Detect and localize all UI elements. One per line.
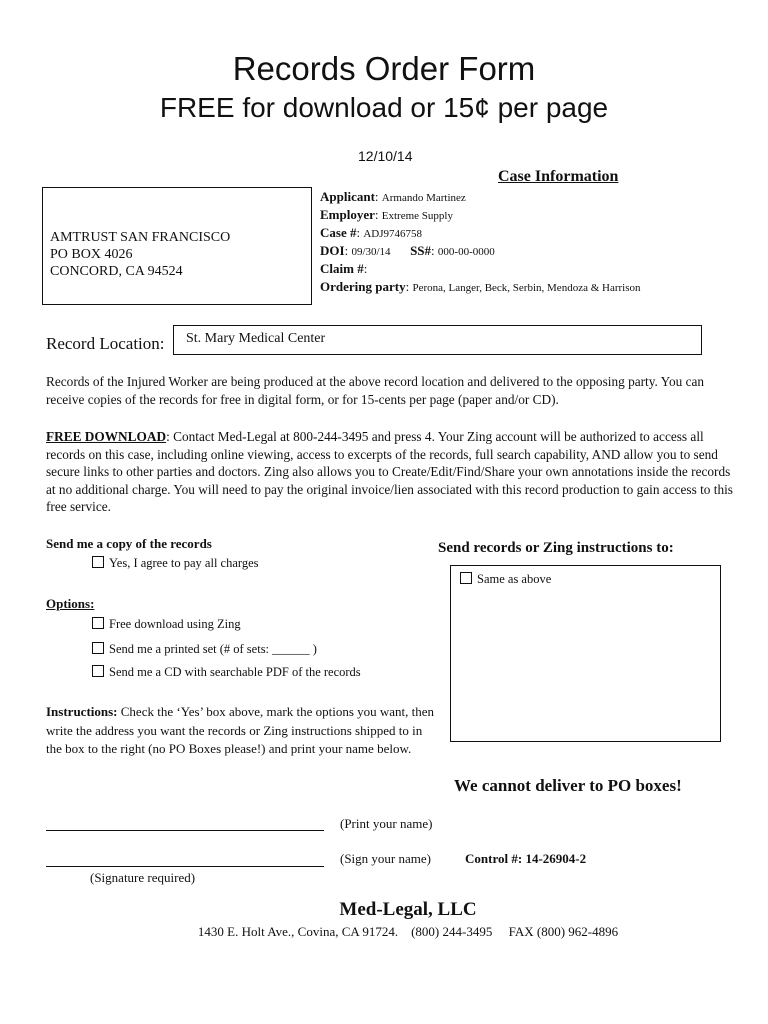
company-fax: FAX (800) 962-4896 — [508, 924, 619, 939]
option-label: Send me a printed set (# of sets: ______ ) — [109, 642, 317, 656]
company-phone: (800) 244-3495 — [411, 924, 493, 939]
employer-value: Extreme Supply — [381, 210, 453, 222]
signature-line[interactable] — [46, 866, 324, 867]
free-download-paragraph — [46, 428, 736, 516]
cd-checkbox[interactable] — [92, 665, 104, 677]
control-label: Control #: — [465, 851, 523, 866]
company-address: 1430 E. Holt Ave., Covina, CA 91724. — [197, 924, 399, 939]
po-box-warning: We cannot deliver to PO boxes! — [454, 776, 682, 795]
case-number-row: Case #: ADJ9746758 — [320, 225, 423, 240]
option-free-download[interactable] — [92, 617, 241, 632]
intro-paragraph: Records of the Injured Worker are being produced at the above record location and delivered to the opposing party. You can receive copies of the records for free in digital form, or for 15-cents per page (paper and/or CD). — [46, 374, 705, 407]
ordering-party-value: Perona, Langer, Beck, Serbin, Mendoza & Harrison — [412, 282, 641, 294]
address-line-1: AMTRUST SAN FRANCISCO — [50, 230, 231, 245]
ordering-party-label: Ordering party — [320, 279, 406, 294]
ss-value: 000-00-0000 — [437, 246, 495, 258]
applicant-label: Applicant — [320, 189, 375, 204]
same-as-above-option[interactable] — [460, 572, 551, 587]
page-title: Records Order Form — [232, 50, 536, 87]
signature-required-label: (Signature required) — [90, 870, 196, 885]
record-location-field[interactable]: St. Mary Medical Center — [173, 325, 702, 355]
yes-agree-option[interactable] — [92, 556, 259, 571]
ship-to-heading: Send records or Zing instructions to: — [438, 540, 674, 556]
case-number-value: ADJ9746758 — [363, 228, 423, 240]
free-download-label: FREE DOWNLOAD — [46, 429, 167, 444]
applicant-row: Applicant: Armando Martinez — [320, 189, 466, 204]
company-contact — [0, 924, 768, 940]
claim-label: Claim # — [320, 261, 364, 276]
doi-value: 09/30/14 — [351, 246, 391, 258]
option-label: Send me a CD with searchable PDF of the records — [109, 665, 361, 679]
yes-label: Yes, I agree to pay all charges — [109, 556, 259, 570]
address-line-3: CONCORD, CA 94524 — [50, 264, 183, 279]
free-download-text: : Contact Med-Legal at 800-244-3495 and press 4. Your Zing account will be authorized to access all records on this case, including online viewing, access to excerpts of the records, full search capability, AND allow you to send secure links to other parties and doctors. Zing also allows you to Create/Edit/Find/Share your own annotations inside the records at no additional charge. You will need to pay the original invoice/lien associated with this record production to gain access to this free service. — [46, 429, 733, 514]
mailing-address-box — [42, 187, 312, 305]
instructions-label: Instructions: — [46, 704, 118, 719]
printed-set-checkbox[interactable] — [92, 642, 104, 654]
doi-label: DOI — [320, 243, 345, 258]
address-line-2: PO BOX 4026 — [50, 247, 133, 262]
same-as-above-label: Same as above — [477, 572, 552, 586]
case-number-label: Case # — [320, 225, 357, 240]
doi-row: DOI: 09/30/14 SS#: 000-00-0000 — [320, 243, 495, 258]
print-name-line[interactable] — [46, 830, 324, 831]
option-printed-set[interactable] — [92, 642, 317, 657]
print-name-label: (Print your name) — [340, 816, 433, 831]
option-label: Free download using Zing — [109, 617, 241, 631]
same-as-above-checkbox[interactable] — [460, 572, 472, 584]
yes-checkbox[interactable] — [92, 556, 104, 568]
control-value: 14-26904-2 — [525, 851, 587, 866]
ordering-party-row: Ordering party: Perona, Langer, Beck, Serbin, Mendoza & Harrison — [320, 279, 641, 294]
case-information-heading: Case Information — [498, 168, 619, 185]
record-location-label: Record Location: — [46, 334, 165, 353]
page-subtitle: FREE for download or 15¢ per page — [159, 92, 609, 123]
sign-name-label: (Sign your name) — [340, 851, 431, 866]
applicant-value: Armando Martinez — [381, 192, 466, 204]
options-heading: Options: — [46, 596, 95, 611]
ship-to-address-box[interactable] — [450, 565, 721, 742]
claim-row: Claim #: — [320, 261, 368, 276]
employer-row: Employer: Extreme Supply — [320, 207, 453, 222]
form-date: 12/10/14 — [358, 148, 413, 164]
ss-label: SS# — [410, 243, 432, 258]
send-copy-heading: Send me a copy of the records — [46, 536, 212, 551]
control-number — [465, 851, 586, 867]
company-name: Med-Legal, LLC — [339, 899, 477, 920]
employer-label: Employer — [320, 207, 375, 222]
option-cd[interactable] — [92, 665, 361, 680]
instructions-paragraph — [46, 703, 436, 759]
free-download-checkbox[interactable] — [92, 617, 104, 629]
instructions-text: Check the ‘Yes’ box above, mark the options you want, then write the address you want the records or Zing instructions shipped to in the box to the right (no PO Boxes please!) and print your name below. — [46, 704, 435, 756]
